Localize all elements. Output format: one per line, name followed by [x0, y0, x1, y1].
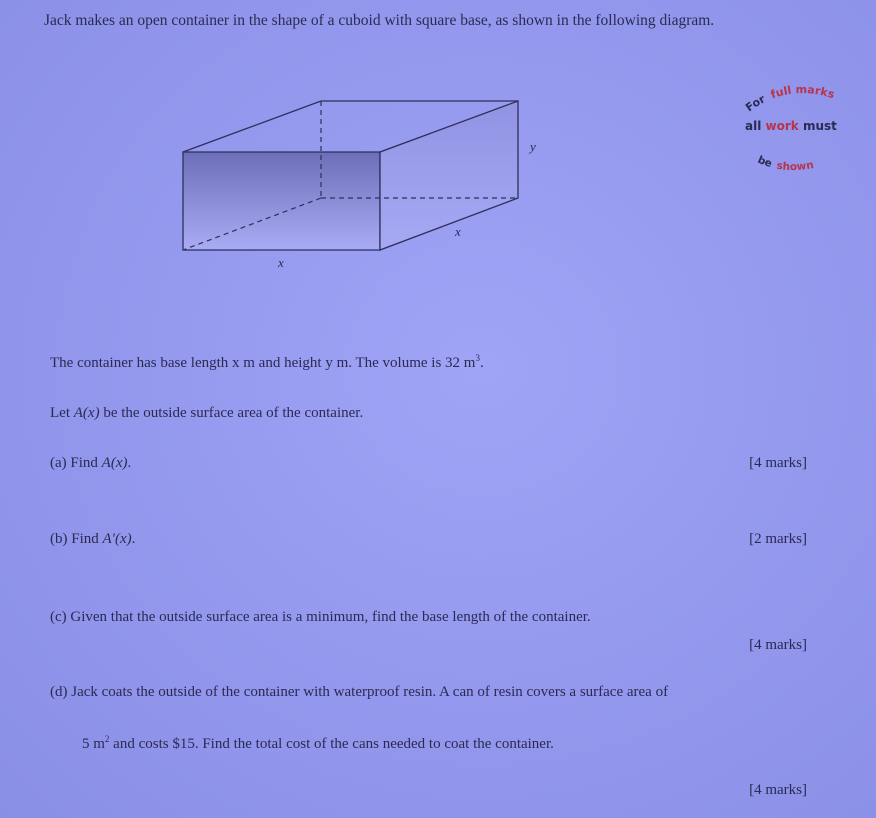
part-c: (c) Given that the outside surface area is a minimum, find the base length of the container. — [50, 609, 591, 625]
part-c-marks: [4 marks] — [749, 637, 807, 653]
part-a-math: A(x) — [101, 455, 128, 471]
part-d-area: 5 m — [82, 736, 105, 752]
part-b-marks: [2 marks] — [749, 531, 807, 547]
part-a-marks: [4 marks] — [749, 455, 807, 471]
svg-text:For full marks — [743, 83, 836, 114]
stamp-line2-a: all — [745, 119, 762, 133]
statement-end: . — [479, 355, 484, 371]
stamp-line2 — [745, 119, 837, 133]
let-rest: be the outside surface area of the container. — [99, 405, 364, 421]
part-a-label: (a) Find — [50, 455, 102, 471]
part-d-sup: 2 — [104, 734, 110, 744]
stamp-line3-a: be — [755, 153, 774, 171]
svg-text:be shown — [756, 154, 815, 173]
part-b-end: . — [131, 531, 136, 547]
stamp-line1-b: full marks — [768, 83, 837, 102]
let-text: Let — [50, 405, 74, 421]
label-y: y — [530, 139, 536, 154]
label-x-front: x — [278, 255, 284, 270]
stamp-line3-b: shown — [775, 159, 815, 174]
area-function: A(x) — [73, 405, 100, 421]
full-marks-stamp — [735, 82, 855, 182]
label-x-side: x — [455, 224, 461, 239]
statement-sup: 3 — [475, 353, 480, 363]
statement-text: The container has base length x m and height y m. The volume is 32 m — [50, 355, 476, 371]
surface-area-definition — [50, 405, 363, 422]
part-d-line2 — [82, 734, 554, 753]
stamp-line3 — [756, 154, 815, 173]
stamp-line2-b: work — [765, 119, 799, 133]
question-intro: Jack makes an open container in the shape of a cuboid with square base, as shown in the following diagram. — [44, 12, 715, 29]
part-b-math: A′(x) — [102, 531, 132, 547]
stamp-line1-a: For — [743, 92, 768, 115]
stamp-line2-c: must — [802, 119, 837, 133]
part-a-end: . — [127, 455, 132, 471]
container-statement — [50, 353, 484, 372]
part-d-marks: [4 marks] — [749, 782, 807, 798]
stamp-line1 — [743, 83, 836, 114]
part-d-rest: and costs $15. Find the total cost of the cans needed to coat the container. — [109, 736, 554, 752]
part-b — [50, 531, 135, 548]
cuboid-shape — [183, 101, 518, 250]
part-b-label: (b) Find — [50, 531, 103, 547]
part-d-line1: (d) Jack coats the outside of the container with waterproof resin. A can of resin covers a surface area of — [50, 684, 669, 700]
part-a — [50, 455, 131, 472]
